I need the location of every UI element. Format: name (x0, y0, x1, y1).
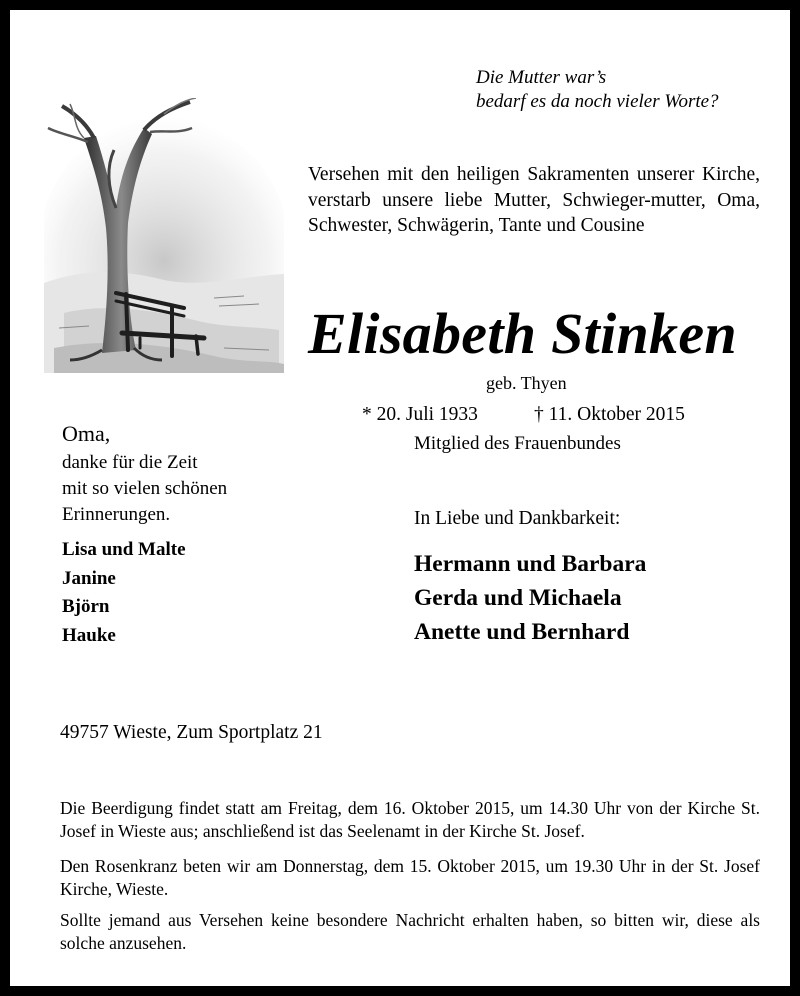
tree-bench-illustration (44, 98, 284, 373)
mourners-names (414, 547, 646, 649)
motto (476, 66, 776, 114)
grandchild-name: Lisa und Malte (62, 539, 186, 560)
grandchildren-message-line: mit so vielen schönen (62, 478, 228, 499)
rosary-notice: Den Rosenkranz beten wir am Donnerstag, dem 15. Oktober 2015, um 19.30 Uhr in der St. Josef Kirche, Wieste. (60, 856, 760, 899)
grandchildren-message (62, 450, 282, 528)
grandchildren-heading: Oma, (62, 421, 111, 446)
membership: Mitglied des Frauenbundes (414, 433, 621, 454)
grandchild-name: Janine (62, 567, 116, 589)
funeral-notice: Die Beerdigung findet statt am Freitag, dem 16. Oktober 2015, um 14.30 Uhr von der Kirche St. Josef in Wieste aus; anschließend ist das Seelenamt in der Kirche St. Josef. (60, 798, 760, 841)
motto-line-1: Die Mutter war’s (476, 67, 607, 88)
intro-text: Versehen mit den heiligen Sakramenten unserer Kirche, verstarb unsere liebe Mutter, Schwieger-mutter, Oma, Schwester, Schwägerin, Tante und Cousine (308, 164, 760, 236)
mourners-intro: In Liebe und Dankbarkeit: (414, 508, 621, 529)
grandchildren-message-line: Erinnerungen. (62, 504, 171, 525)
death-date: † 11. Oktober 2015 (534, 404, 685, 425)
motto-line-2: bedarf es da noch vieler Worte? (476, 91, 719, 112)
mourner-name: Gerda und Michaela (414, 585, 622, 611)
grandchild-name: Hauke (62, 624, 116, 646)
birth-date: * 20. Juli 1933 (362, 404, 478, 425)
mourner-name: Anette und Bernhard (414, 619, 630, 645)
maiden-name: geb. Thyen (486, 373, 567, 393)
grandchildren-names (62, 536, 186, 650)
mourner-name: Hermann und Barbara (414, 551, 647, 577)
deceased-name: Elisabeth Stinken (308, 301, 737, 366)
grandchild-name: Björn (62, 596, 110, 617)
notification-notice: Sollte jemand aus Versehen keine besondere Nachricht erhalten haben, so bitten wir, diese als solche anzusehen. (60, 910, 760, 953)
address: 49757 Wieste, Zum Sportplatz 21 (60, 722, 323, 743)
grandchildren-message-line: danke für die Zeit (62, 452, 198, 473)
